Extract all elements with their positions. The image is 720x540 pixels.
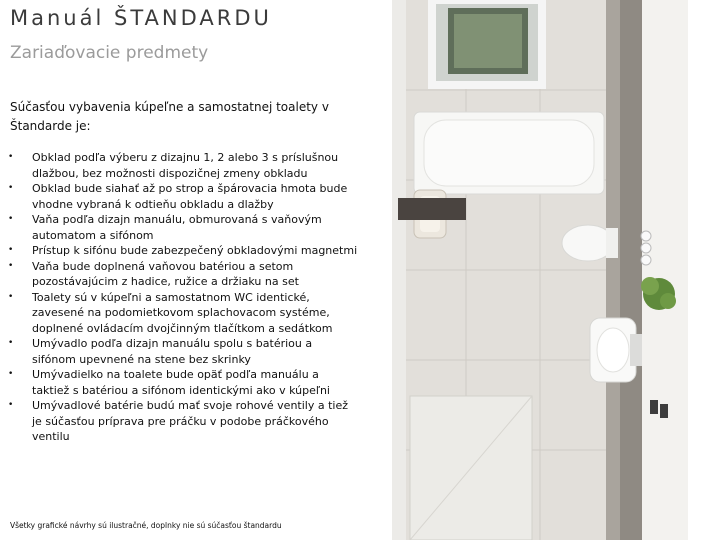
list-item-text: Obklad bude siahať až po strop a špárovacia hmota bude vhodne vybraná k odtieňu obkladu a dlažby <box>32 182 348 211</box>
bath-mat <box>398 198 466 220</box>
list-item-text: Toalety sú v kúpeľni a samostatnom WC identické, zavesené na podomietkovom splachovacom systéme, doplnené ovládacím dvojčinným tlačítkom a sedátkom <box>32 290 333 335</box>
list-item <box>8 181 358 212</box>
bathroom-render-image <box>392 0 688 540</box>
list-item <box>8 243 358 259</box>
bullet-icon: • <box>8 338 14 348</box>
list-item <box>8 336 358 367</box>
bullet-icon: • <box>8 260 14 271</box>
intro-text: Súčasťou vybavenia kúpeľne a samostatnej toalety v Štandarde je: <box>10 100 329 133</box>
bullet-icon: • <box>8 214 14 224</box>
list-item <box>8 367 358 398</box>
list-item-text: Obklad podľa výberu z dizajnu 1, 2 alebo 3 s príslušnou dlažbou, bez možnosti dispozičnej zmeny obkladu <box>32 151 339 180</box>
list-item-text: Vaňa bude doplnená vaňovou batériou a setom pozostávajúcim z hadice, ružice a držiaku na set <box>32 259 299 288</box>
list-item <box>8 259 358 290</box>
list-item <box>8 150 358 181</box>
page-subtitle: Zariaďovacie predmety <box>10 43 209 63</box>
list-item <box>8 398 358 445</box>
list-item <box>8 212 358 243</box>
left-wall <box>392 0 406 540</box>
bullet-icon: • <box>8 291 14 302</box>
list-item <box>8 290 358 337</box>
list-item-text: Prístup k sifónu bude zabezpečený obkladovými magnetmi <box>32 244 358 257</box>
bullet-icon: • <box>8 369 14 379</box>
bathroom-render-svg <box>392 0 688 540</box>
list-item-text: Umývadielko na toalete bude opäť podľa manuálu a taktiež s batériou a sifónom identickými ako v kúpeľni <box>32 368 330 397</box>
list-item-text: Vaňa podľa dizajn manuálu, obmurovaná s vaňovým automatom a sifónom <box>32 213 322 242</box>
page-title: Manuál ŠTANDARDU <box>10 6 272 30</box>
equipment-list <box>8 150 358 445</box>
bullet-icon: • <box>8 245 14 255</box>
list-item-text: Umývadlo podľa dizajn manuálu spolu s batériou a sifónom upevnené na stene bez skrinky <box>32 337 313 366</box>
bullet-icon: • <box>8 183 14 193</box>
bullet-icon: • <box>8 400 14 410</box>
list-item-text: Umývadlové batérie budú mať svoje rohové ventily a tiež je súčasťou príprava pre práčku v podobe práčkového ventilu <box>32 399 348 443</box>
bullet-icon: • <box>8 152 14 162</box>
footer-note: Všetky grafické návrhy sú ilustračné, doplnky nie sú súčasťou štandardu <box>10 521 282 530</box>
